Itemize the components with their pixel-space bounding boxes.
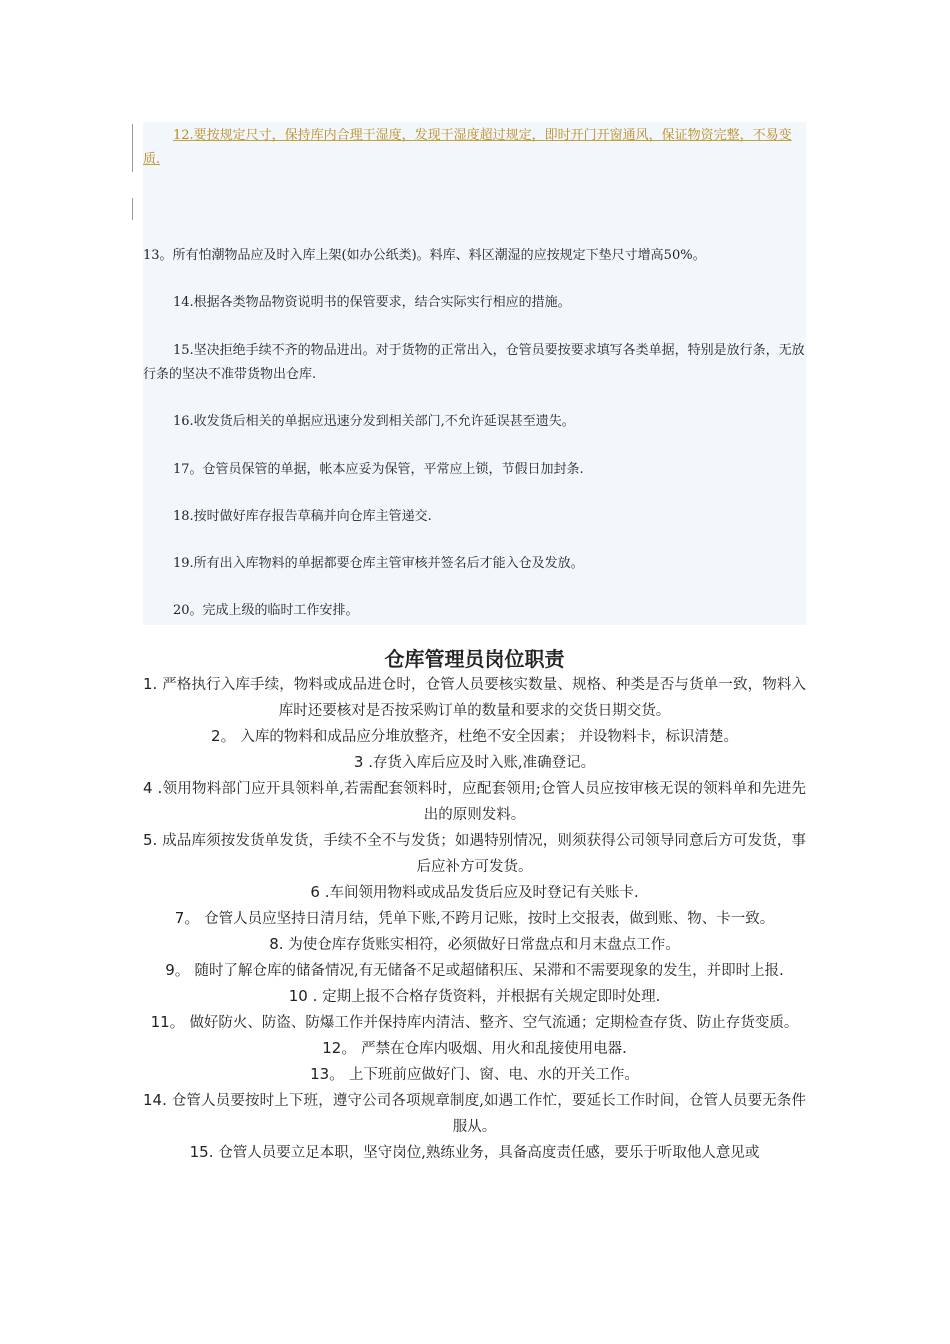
duty-text: 上下班前应做好门、窗、电、水的开关工作。 xyxy=(348,1067,639,1083)
duty-text: 仓管人员应坚持日清月结，凭单下账,不跨月记账，按时上交报表，做到账、物、卡一致。 xyxy=(204,911,775,927)
duty-item xyxy=(143,958,806,984)
revision-bar xyxy=(132,198,133,220)
duty-number: 2。 xyxy=(211,727,236,745)
duty-item xyxy=(143,776,806,828)
duty-number: 5. xyxy=(143,831,158,849)
paragraph-18: 18.按时做好库存报告草稿并向仓库主管递交. xyxy=(173,509,432,524)
paragraph-17: 17。仓管员保管的单据，帐本应妥为保管，平常应上锁，节假日加封条. xyxy=(173,462,584,477)
duty-text: 仓管人员要按时上下班，遵守公司各项规章制度,如遇工作忙，要延长工作时间，仓管人员要无条件服从。 xyxy=(171,1093,806,1135)
paragraph-15: 15.坚决拒绝手续不齐的物品进出。对于货物的正常出入，仓管员要按要求填写各类单据，特别是放行条，无放行条的坚决不准带货物出仓库. xyxy=(143,343,805,382)
duty-text: 严禁在仓库内吸烟、用火和乱接使用电器. xyxy=(361,1041,627,1057)
paragraph-16: 16.收发货后相关的单据应迅速分发到相关部门,不允许延误甚至遗失。 xyxy=(173,414,575,429)
paragraph-13: 13。所有怕潮物品应及时入库上架(如办公纸类)。料库、料区潮湿的应按规定下垫尺寸增高50%。 xyxy=(143,248,706,263)
duty-item xyxy=(143,984,806,1010)
duty-text: 存货入库后应及时入账,准确登记。 xyxy=(372,755,596,771)
duties-list xyxy=(143,672,806,1166)
paragraph-12: 12.要按规定尺寸，保持库内合理干湿度，发现干湿度超过规定，即时开门开窗通风，保证物资完整，不易变质. xyxy=(143,128,792,167)
duty-text: 成品库须按发货单发货，手续不全不与发货；如遇特别情况，则须获得公司领导同意后方可发货，事后应补方可发货。 xyxy=(162,833,806,875)
duty-number: 13。 xyxy=(310,1065,345,1083)
duty-text: 领用物料部门应开具领料单,若需配套领料时，应配套领用;仓管人员应按审核无误的领料单和先进先出的原则发料。 xyxy=(162,781,806,823)
duty-number: 14. xyxy=(143,1091,167,1109)
duty-item xyxy=(143,1062,806,1088)
duty-text: 做好防火、防盗、防爆工作并保持库内清洁、整齐、空气流通；定期检查存货、防止存货变质。 xyxy=(189,1015,799,1031)
section-title: 仓库管理员岗位职责 xyxy=(384,647,565,671)
duty-text: 为使仓库存货账实相符，必须做好日常盘点和月末盘点工作。 xyxy=(288,937,680,953)
duty-item xyxy=(143,724,806,750)
duty-number: 10 . xyxy=(288,987,318,1005)
duty-number: 12。 xyxy=(322,1039,357,1057)
duty-item xyxy=(143,750,806,776)
paragraph-19: 19.所有出入库物料的单据都要仓库主管审核并签名后才能入仓及发放。 xyxy=(173,556,584,571)
duty-number: 15. xyxy=(189,1143,214,1161)
duty-item xyxy=(143,672,806,724)
paragraph-20: 20。完成上级的临时工作安排。 xyxy=(173,603,359,618)
duty-number: 9。 xyxy=(165,961,190,979)
duty-text: 入库的物料和成品应分堆放整齐，杜绝不安全因素； 并设物料卡，标识清楚。 xyxy=(240,729,738,745)
duty-item xyxy=(143,906,806,932)
revision-bar xyxy=(132,124,133,172)
duty-item xyxy=(143,1036,806,1062)
duty-item xyxy=(143,828,806,880)
duty-number: 4 . xyxy=(143,779,163,797)
duty-number: 1. xyxy=(143,675,158,693)
duty-text: 定期上报不合格存货资料，并根据有关规定即时处理. xyxy=(322,989,661,1005)
duty-item xyxy=(143,880,806,906)
duty-number: 3 . xyxy=(353,753,373,771)
duty-text: 仓管人员要立足本职，坚守岗位,熟练业务，具备高度责任感，要乐于听取他人意见或 xyxy=(218,1145,760,1161)
duty-item xyxy=(143,1010,806,1036)
duty-text: 随时了解仓库的储备情况,有无储备不足或超储积压、呆滞和不需要现象的发生，并即时上报. xyxy=(194,963,784,979)
duty-text: 车间领用物料或成品发货后应及时登记有关账卡. xyxy=(329,885,639,901)
paragraph-14: 14.根据各类物品物资说明书的保管要求，结合实际实行相应的措施。 xyxy=(173,295,571,310)
duty-item xyxy=(143,1088,806,1140)
duty-text: 严格执行入库手续，物料或成品进仓时，仓管人员要核实数量、规格、种类是否与货单一致，物料入库时还要核对是否按采购订单的数量和要求的交货日期交货。 xyxy=(162,677,806,719)
duty-number: 6 . xyxy=(310,883,330,901)
duty-number: 8. xyxy=(269,935,284,953)
duty-number: 11。 xyxy=(150,1013,185,1031)
duty-item xyxy=(143,1140,806,1166)
duty-number: 7。 xyxy=(174,909,200,927)
duty-item xyxy=(143,932,806,958)
